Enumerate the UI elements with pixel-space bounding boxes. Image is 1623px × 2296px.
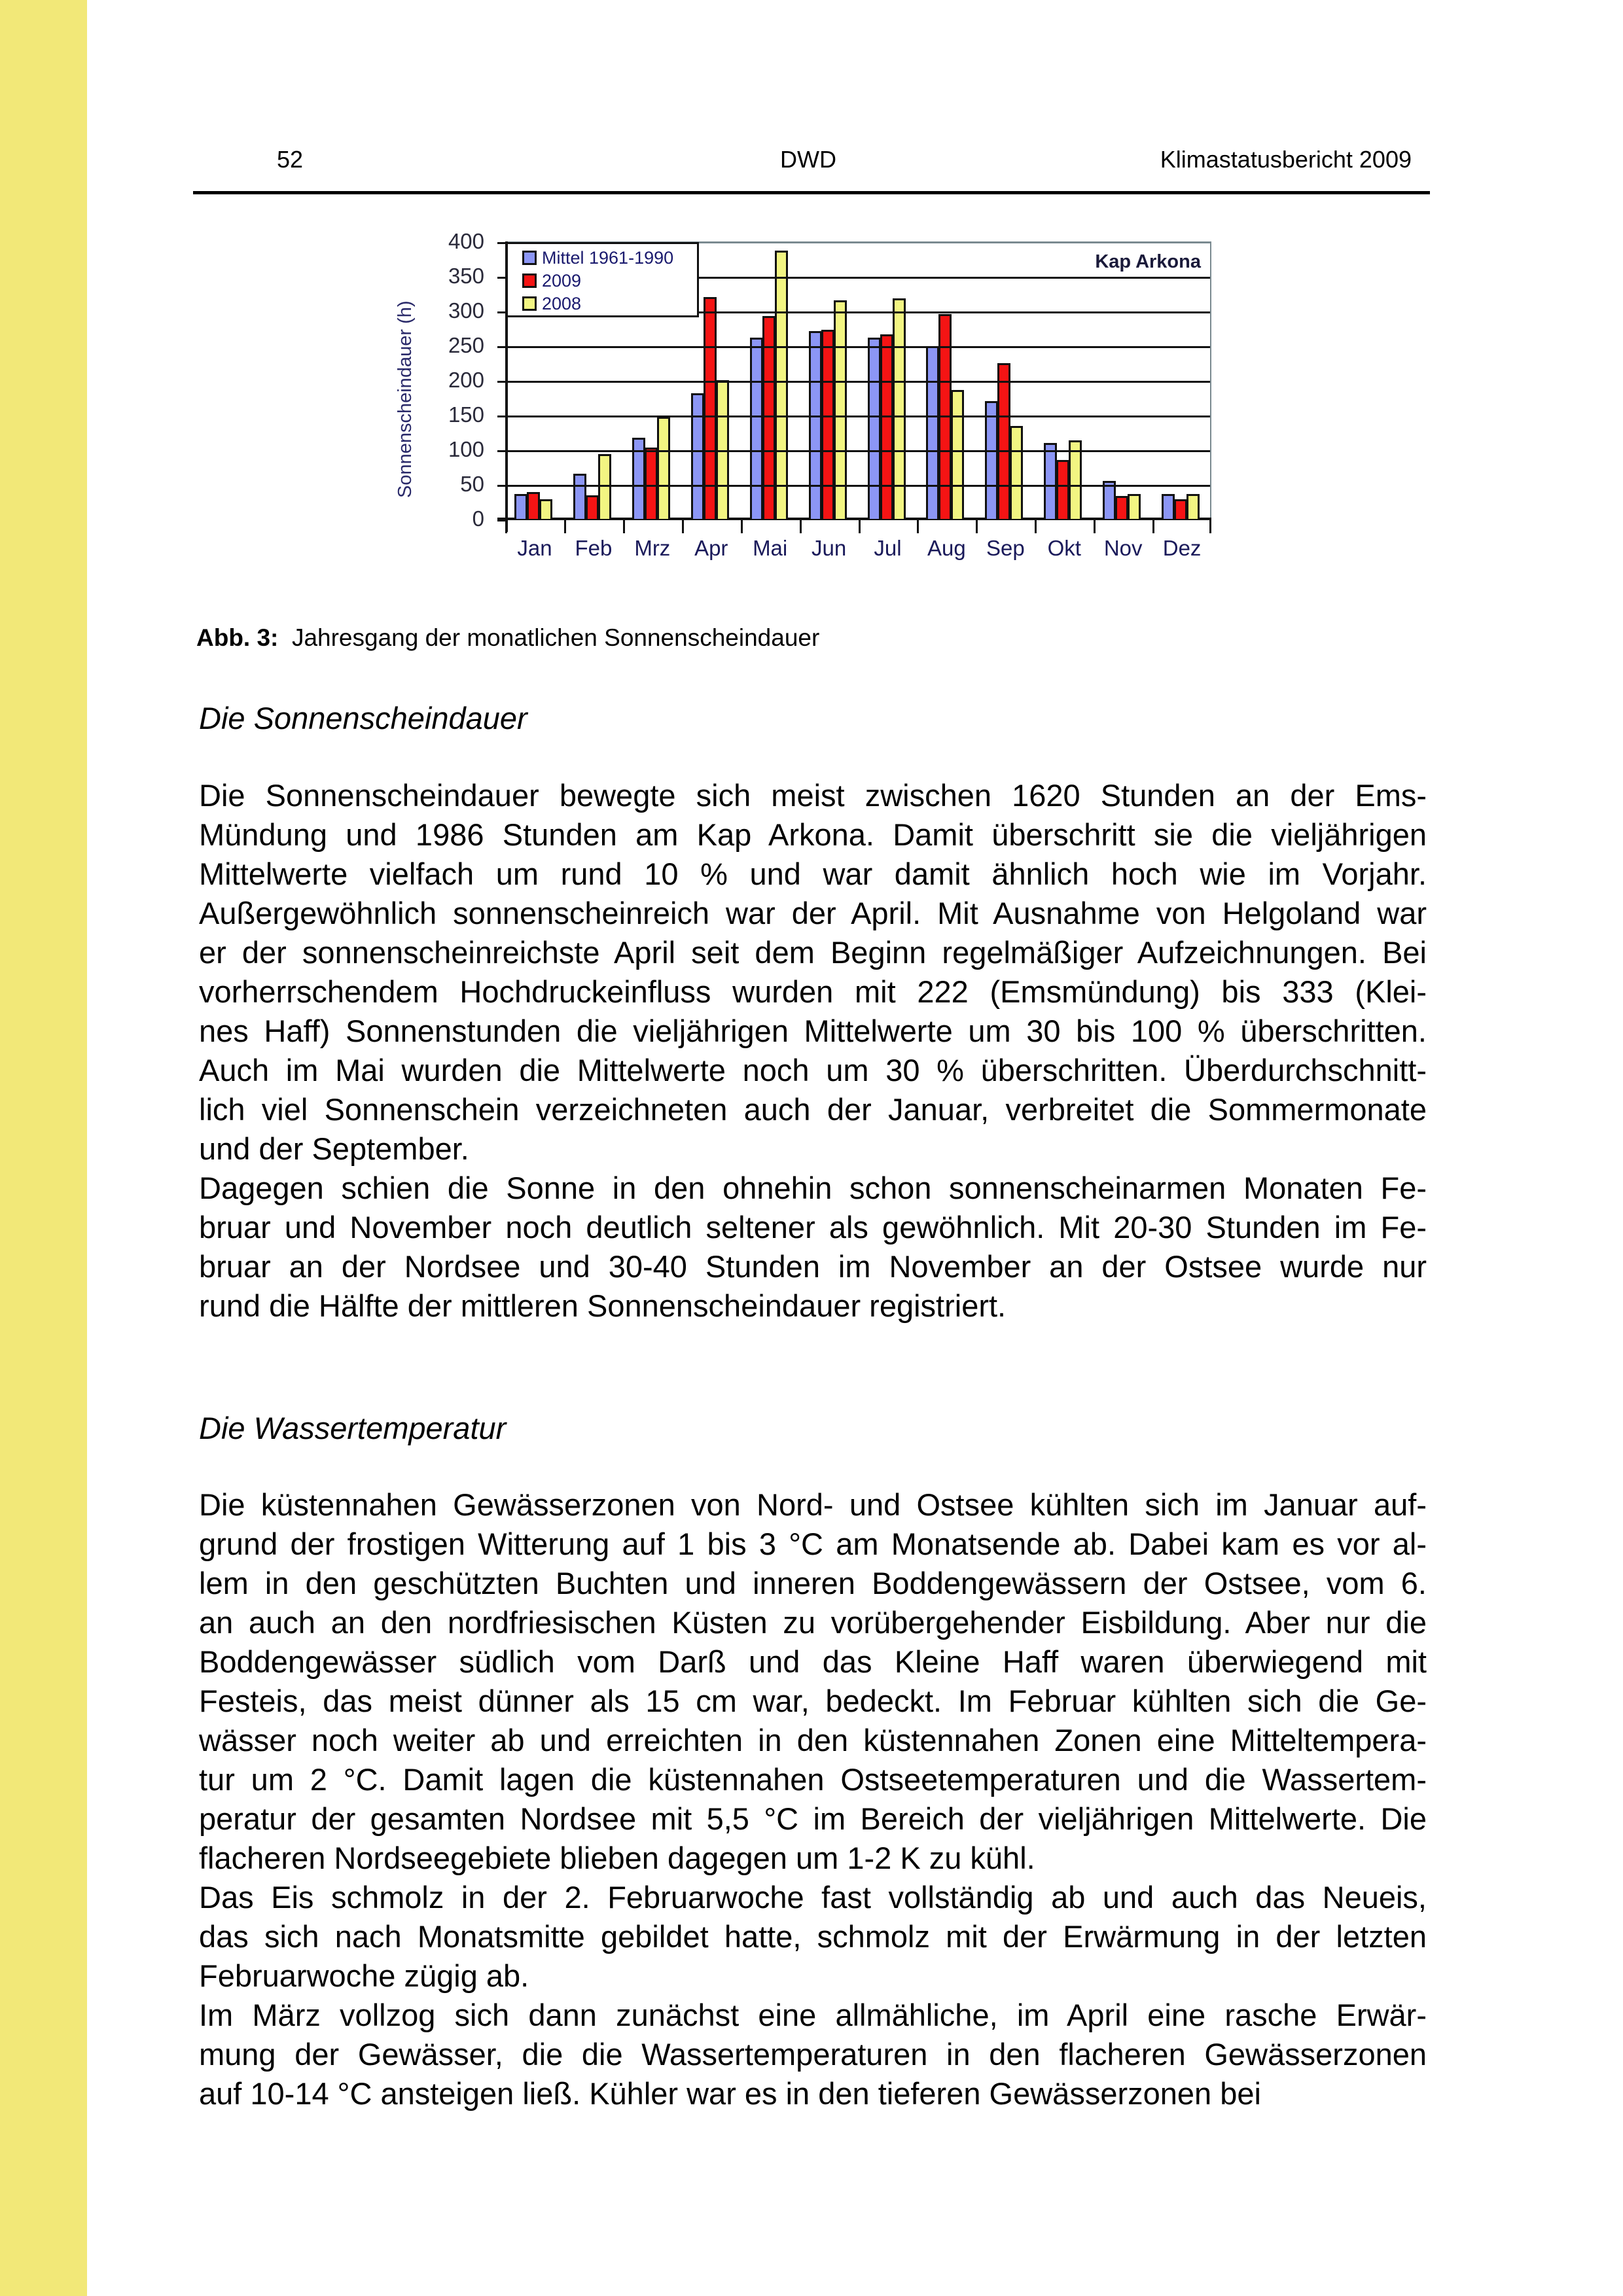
- bar-2009: [586, 495, 599, 519]
- bar-2009: [997, 363, 1010, 520]
- bar-2008: [951, 390, 964, 519]
- x-tick-label: Okt: [1047, 536, 1081, 560]
- text-line: Im März vollzog sich dann zunächst eine allmähliche, im April eine rasche Erwär-: [199, 1998, 1427, 2032]
- y-tick-mark: [497, 485, 505, 487]
- y-tick-label: 250: [448, 333, 484, 357]
- x-tick-label: Feb: [575, 536, 613, 560]
- text-line: Die küstennahen Gewässerzonen von Nord- und Ostsee kühlten sich im Januar auf-: [199, 1487, 1427, 1522]
- text-line: flacheren Nordseegebiete blieben dagegen um 1-2 K zu kühl.: [199, 1841, 1035, 1875]
- text-line: er der sonnenscheinreichste April seit dem Beginn regelmäßiger Aufzeichnungen. Bei: [199, 935, 1427, 970]
- text-line: Auch im Mai wurden die Mittelwerte noch um 30 % überschritten. Überdurchschnitt-: [199, 1053, 1427, 1087]
- text-line: lich viel Sonnenschein verzeichneten auch der Januar, verbreitet die Sommermonate: [199, 1092, 1427, 1127]
- header-publisher: DWD: [780, 146, 836, 173]
- x-tick-mark: [1035, 520, 1037, 533]
- figure-caption: [196, 624, 819, 652]
- x-tick-mark: [564, 520, 566, 533]
- text-line: grund der frostigen Witterung auf 1 bis 3 °C am Monatsende ab. Dabei kam es vor al-: [199, 1527, 1427, 1561]
- bar-2009: [821, 330, 834, 519]
- bar-2009: [645, 448, 658, 519]
- x-tick-mark: [505, 520, 507, 533]
- bar-2009: [1174, 499, 1187, 519]
- text-line: bruar und November noch deutlich seltener als gewöhnlich. Mit 20-30 Stunden im Fe-: [199, 1210, 1427, 1245]
- bar-2009: [527, 492, 540, 519]
- legend-label: 2008: [542, 294, 582, 313]
- text-line: nes Haff) Sonnenstunden die vieljährigen Mittelwerte um 30 bis 100 % überschritten.: [199, 1014, 1427, 1048]
- gridline: [505, 381, 1210, 383]
- legend-item: [522, 271, 581, 291]
- text-line: peratur der gesamten Nordsee mit 5,5 °C im Bereich der vieljährigen Mittelwerte. Die: [199, 1801, 1427, 1836]
- text-line: Mündung und 1986 Stunden am Kap Arkona. Damit überschritt sie die vieljährigen: [199, 817, 1427, 852]
- chart-legend: [506, 242, 699, 317]
- bar-mittel: [1044, 443, 1057, 519]
- bar-2008: [1069, 440, 1082, 519]
- legend-swatch-icon: [522, 296, 537, 311]
- text-line: und der September.: [199, 1131, 469, 1166]
- y-tick-mark: [497, 450, 505, 452]
- bar-mittel: [1162, 494, 1175, 519]
- x-axis-labels: [505, 537, 1211, 563]
- legend-item: [522, 294, 581, 313]
- bar-2008: [1128, 494, 1141, 519]
- text-line: das sich nach Monatsmitte gebildet hatte, schmolz mit der Erwärmung in der letzten: [199, 1919, 1427, 1954]
- text-line: Dagegen schien die Sonne in den ohnehin schon sonnenscheinarmen Monaten Fe-: [199, 1171, 1427, 1205]
- bar-2008: [716, 380, 729, 519]
- text-line: rund die Hälfte der mittleren Sonnenscheindauer registriert.: [199, 1288, 1007, 1323]
- bar-mittel: [809, 331, 822, 519]
- y-tick-mark: [497, 346, 505, 348]
- text-line: Das Eis schmolz in der 2. Februarwoche fast vollständig ab und auch das Neueis,: [199, 1880, 1427, 1915]
- gridline: [505, 415, 1210, 417]
- gridline: [505, 485, 1210, 487]
- x-tick-mark: [1152, 520, 1154, 533]
- legend-label: 2009: [542, 271, 582, 291]
- text-line: Boddengewässer südlich vom Darß und das Kleine Haff waren überwiegend mit: [199, 1644, 1427, 1679]
- bar-mittel: [514, 494, 527, 519]
- section-body-sonnenscheindauer: [199, 776, 1427, 1326]
- bar-2008: [539, 499, 552, 519]
- bar-2008: [1010, 426, 1023, 519]
- section-title-wassertemperatur: Die Wassertemperatur: [199, 1411, 507, 1445]
- figure-caption-label: Abb. 3:: [196, 624, 279, 651]
- bar-2009: [1115, 496, 1128, 519]
- header-rule: [193, 191, 1430, 194]
- bar-2008: [1186, 494, 1200, 519]
- x-tick-label: Sep: [986, 536, 1025, 560]
- text-line: Festeis, das meist dünner als 15 cm war, bedeckt. Im Februar kühlten sich die Ge-: [199, 1684, 1427, 1718]
- y-tick-label: 150: [448, 402, 484, 427]
- y-axis-label: Sonnenscheindauer (h): [395, 300, 416, 498]
- x-tick-label: Jul: [874, 536, 902, 560]
- text-line: wässer noch weiter ab und erreichten in den küstennahen Zonen eine Mitteltempera-: [199, 1723, 1427, 1757]
- legend-label: Mittel 1961-1990: [542, 248, 674, 268]
- gridline: [505, 346, 1210, 348]
- x-tick-mark: [623, 520, 625, 533]
- y-tick-mark: [497, 520, 505, 521]
- bar-2008: [775, 251, 788, 519]
- y-tick-label: 100: [448, 437, 484, 461]
- text-line: Mittelwerte vielfach um rund 10 % und war damit ähnlich hoch wie im Vorjahr.: [199, 857, 1427, 891]
- bar-mittel: [985, 401, 998, 519]
- y-tick-label: 300: [448, 298, 484, 323]
- bar-2009: [880, 334, 893, 519]
- x-tick-mark: [1094, 520, 1096, 533]
- section-body-wassertemperatur: [199, 1485, 1427, 2113]
- text-line: Außergewöhnlich sonnenscheinreich war der April. Mit Ausnahme von Helgoland war: [199, 896, 1427, 930]
- legend-swatch-icon: [522, 251, 537, 265]
- x-tick-mark: [976, 520, 978, 533]
- x-tick-label: Apr: [694, 536, 728, 560]
- sunshine-bar-chart: [386, 222, 1230, 576]
- bar-2008: [657, 417, 670, 519]
- x-tick-mark: [917, 520, 919, 533]
- text-line: tur um 2 °C. Damit lagen die küstennahen Ostseetemperaturen und die Wassertem-: [199, 1762, 1427, 1797]
- gridline: [505, 450, 1210, 452]
- x-tick-mark: [1209, 520, 1211, 533]
- y-tick-mark: [497, 277, 505, 279]
- x-tick-label: Mrz: [634, 536, 671, 560]
- bar-mittel: [691, 393, 704, 519]
- bar-mittel: [926, 346, 939, 519]
- y-tick-label: 200: [448, 368, 484, 392]
- text-line: bruar an der Nordsee und 30-40 Stunden im November an der Ostsee wurde nur: [199, 1249, 1427, 1284]
- header-report-title: Klimastatusbericht 2009: [1160, 146, 1412, 173]
- bar-mittel: [750, 338, 763, 519]
- figure-caption-text: Jahresgang der monatlichen Sonnenscheindauer: [291, 624, 820, 651]
- station-label: Kap Arkona: [1095, 251, 1201, 272]
- section-title-sonnenscheindauer: Die Sonnenscheindauer: [199, 701, 527, 735]
- y-tick-label: 0: [472, 506, 484, 531]
- x-tick-label: Nov: [1103, 536, 1143, 560]
- x-tick-mark: [682, 520, 684, 533]
- x-tick-mark: [800, 520, 802, 533]
- x-tick-mark: [859, 520, 861, 533]
- yellow-margin-bar: [0, 0, 87, 2296]
- legend-item: [522, 248, 673, 268]
- text-line: lem in den geschützten Buchten und inneren Boddengewässern der Ostsee, vom 6.: [199, 1566, 1427, 1600]
- y-tick-mark: [497, 381, 505, 383]
- text-line: an auch an den nordfriesischen Küsten zu vorübergehender Eisbildung. Aber nur die: [199, 1605, 1427, 1640]
- y-tick-mark: [497, 415, 505, 417]
- text-line: Februarwoche zügig ab.: [199, 1958, 529, 1993]
- y-tick-mark: [497, 311, 505, 313]
- bar-mittel: [573, 474, 586, 519]
- x-tick-label: Dez: [1162, 536, 1202, 560]
- page-number: 52: [277, 146, 304, 173]
- text-line: Die Sonnenscheindauer bewegte sich meist zwischen 1620 Stunden an der Ems-: [199, 778, 1427, 813]
- bar-2009: [1056, 460, 1069, 519]
- y-tick-label: 50: [460, 472, 484, 496]
- text-line: mung der Gewässer, die die Wassertemperaturen in den flacheren Gewässerzonen: [199, 2037, 1427, 2072]
- bar-mittel: [868, 338, 881, 519]
- y-tick-label: 350: [448, 264, 484, 288]
- legend-swatch-icon: [522, 274, 537, 288]
- y-tick-label: 400: [448, 229, 484, 253]
- x-tick-label: Jun: [811, 536, 847, 560]
- x-tick-label: Mai: [753, 536, 788, 560]
- x-tick-label: Aug: [927, 536, 966, 560]
- text-line: auf 10-14 °C ansteigen ließ. Kühler war es in den tieferen Gewässerzonen bei: [199, 2076, 1261, 2111]
- y-axis-ticks: [386, 222, 484, 576]
- x-tick-mark: [741, 520, 743, 533]
- y-tick-mark: [497, 242, 505, 244]
- text-line: vorherrschendem Hochdruckeinfluss wurden mit 222 (Emsmündung) bis 333 (Klei-: [199, 974, 1427, 1009]
- x-tick-label: Jan: [517, 536, 552, 560]
